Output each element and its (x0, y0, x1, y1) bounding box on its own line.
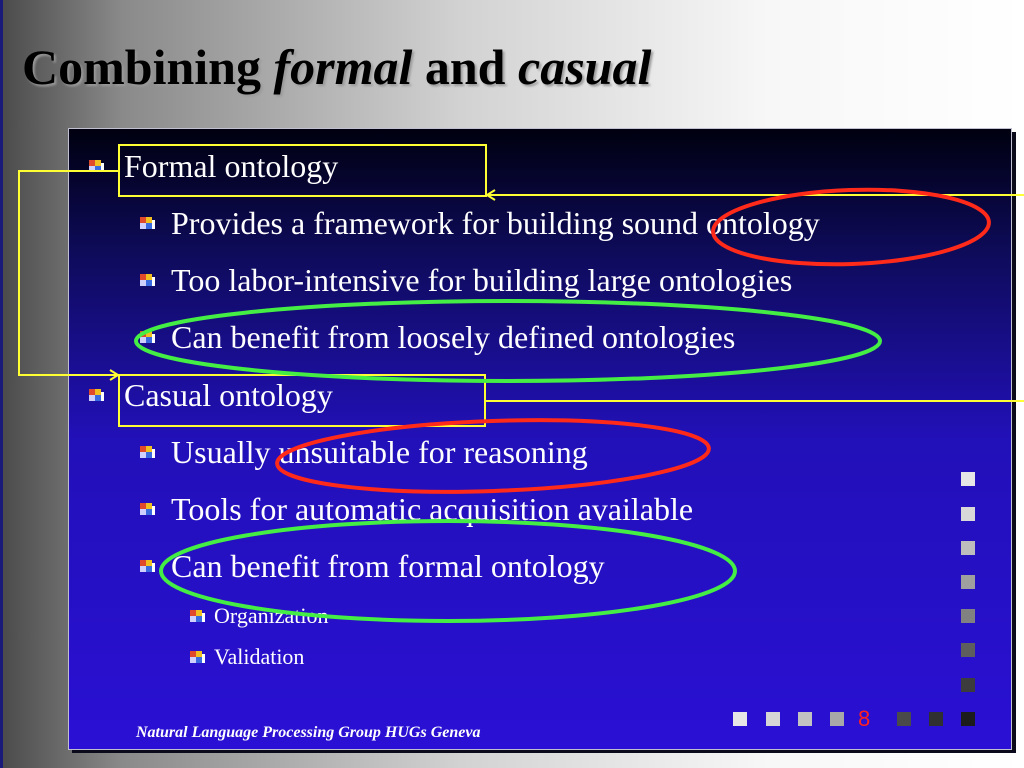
decorative-square (733, 712, 747, 726)
title-part-2: and (412, 39, 518, 95)
decorative-square (961, 575, 975, 589)
title-casual: casual (518, 39, 652, 95)
decorative-square (830, 712, 844, 726)
casual-subpoint: Organization (214, 603, 329, 628)
slide-left-edge (0, 0, 3, 768)
page-number: 8 (858, 706, 871, 731)
decorative-square (897, 712, 911, 726)
casual-ontology-heading: Casual ontology (124, 377, 333, 413)
formal-ontology-heading: Formal ontology (124, 148, 339, 184)
decorative-square (961, 472, 975, 486)
formal-point: Can benefit from loosely defined ontologies (171, 319, 736, 355)
decorative-square (961, 541, 975, 555)
decorative-square (798, 712, 812, 726)
formal-point: Provides a framework for building sound ontology (171, 205, 820, 241)
decorative-square (961, 507, 975, 521)
decorative-square (961, 678, 975, 692)
casual-point: Usually unsuitable for reasoning (171, 434, 588, 470)
title-formal: formal (273, 39, 413, 95)
decorative-square (961, 712, 975, 726)
decorative-square (929, 712, 943, 726)
title-part-1: Combining (22, 39, 274, 95)
decorative-square (961, 609, 975, 623)
decorative-square (961, 643, 975, 657)
formal-point: Too labor-intensive for building large ontologies (171, 262, 793, 298)
footer-text: Natural Language Processing Group HUGs Geneva (136, 724, 481, 741)
slide-title (22, 38, 651, 96)
casual-point: Tools for automatic acquisition available (171, 491, 694, 527)
decorative-square (766, 712, 780, 726)
casual-point: Can benefit from formal ontology (171, 548, 605, 584)
casual-subpoint: Validation (214, 644, 305, 669)
